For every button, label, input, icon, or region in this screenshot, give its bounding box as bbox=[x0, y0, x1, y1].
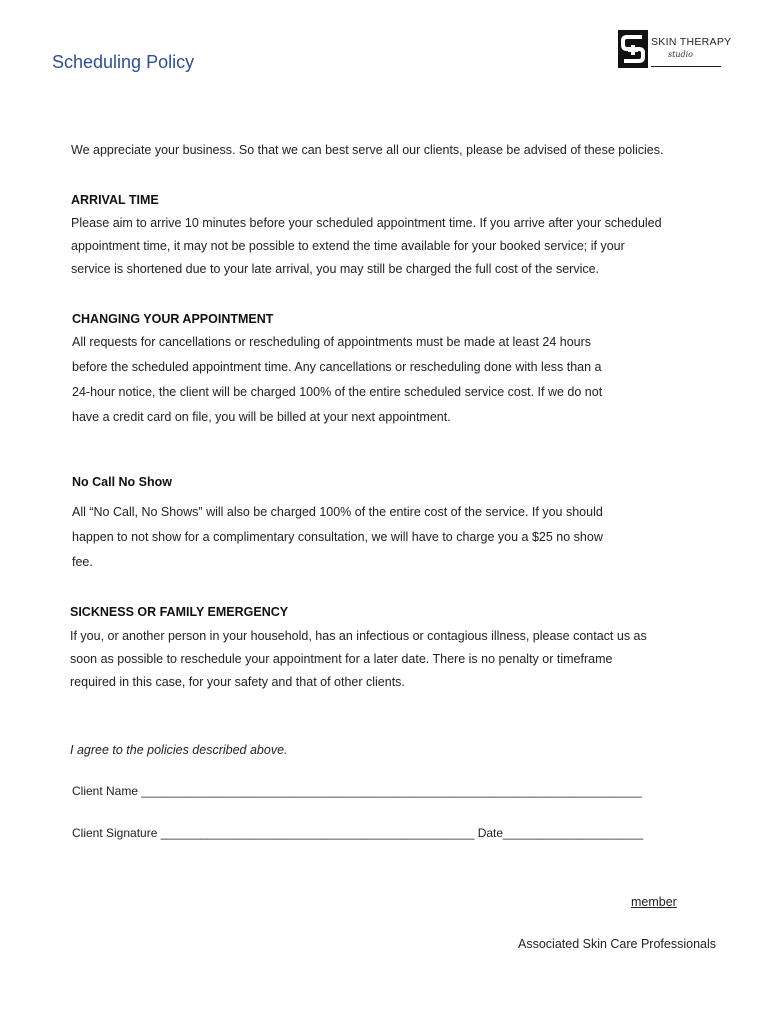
sickness-line: soon as possible to reschedule your appointment for a later date. There is no penalty or timeframe bbox=[70, 652, 613, 666]
page-title: Scheduling Policy bbox=[52, 52, 195, 72]
sickness-line: required in this case, for your safety and that of other clients. bbox=[70, 675, 405, 689]
skin-therapy-logo bbox=[618, 30, 732, 70]
arrival-heading: ARRIVAL TIME bbox=[71, 193, 159, 207]
noshow-heading: No Call No Show bbox=[72, 475, 172, 489]
client-name-field[interactable]: Client Name ___________________________________________________________________________ bbox=[72, 784, 642, 798]
association-name: Associated Skin Care Professionals bbox=[518, 937, 717, 951]
changing-heading: CHANGING YOUR APPOINTMENT bbox=[72, 312, 274, 326]
changing-line: have a credit card on file, you will be billed at your next appointment. bbox=[72, 410, 451, 424]
arrival-line: appointment time, it may not be possible to extend the time available for your booked service; if your bbox=[71, 239, 625, 253]
member-link[interactable]: member bbox=[631, 895, 677, 909]
logo-script: studio bbox=[668, 50, 693, 59]
arrival-line: Please aim to arrive 10 minutes before your scheduled appointment time. If you arrive after your scheduled bbox=[71, 216, 662, 230]
arrival-line: service is shortened due to your late arrival, you may still be charged the full cost of the service. bbox=[71, 262, 600, 276]
sickness-line: If you, or another person in your household, has an infectious or contagious illness, please contact us as bbox=[70, 629, 647, 643]
changing-line: 24-hour notice, the client will be charged 100% of the entire scheduled service cost. If we do not bbox=[72, 385, 603, 399]
sickness-heading: SICKNESS OR FAMILY EMERGENCY bbox=[70, 605, 289, 619]
noshow-line: happen to not show for a complimentary consultation, we will have to charge you a $25 no show bbox=[72, 530, 603, 544]
logo-s-mark-icon bbox=[618, 30, 648, 68]
changing-line: All requests for cancellations or rescheduling of appointments must be made at least 24 hours bbox=[72, 335, 592, 349]
logo-rule bbox=[651, 66, 721, 67]
noshow-line: fee. bbox=[72, 555, 93, 569]
changing-line: before the scheduled appointment time. Any cancellations or rescheduling done with less than a bbox=[72, 360, 602, 374]
intro-text: We appreciate your business. So that we can best serve all our clients, please be advised of these policies. bbox=[71, 143, 664, 157]
client-signature-field[interactable]: Client Signature _______________________________________________ Date_____________________ bbox=[72, 826, 644, 840]
noshow-line: All “No Call, No Shows” will also be charged 100% of the entire cost of the service. If you should bbox=[72, 505, 603, 519]
agreement-statement: I agree to the policies described above. bbox=[70, 743, 288, 757]
logo-text: SKIN THERAPY bbox=[651, 36, 732, 48]
